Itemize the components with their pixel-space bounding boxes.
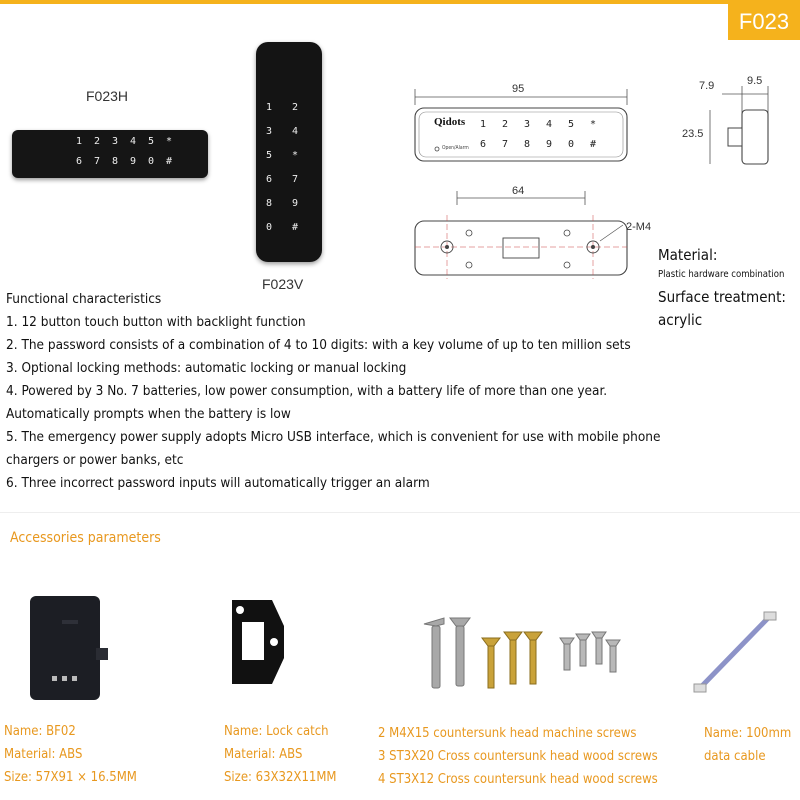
keypad-key: 0 — [266, 222, 273, 233]
cable-caption — [704, 722, 791, 768]
surface-label: Surface treatment: — [658, 288, 786, 306]
bf02-size: Size: 57X91 × 16.5MM — [4, 770, 137, 785]
keypad-key: 8 — [524, 139, 531, 150]
side-view-drawing — [700, 86, 780, 176]
dim-width: 95 — [512, 83, 525, 95]
keypad-key: 3 — [524, 119, 531, 130]
keypad-key: 3 — [266, 126, 273, 137]
keypad-key: 4 — [546, 119, 553, 130]
bf02-lock-body-image — [22, 590, 112, 705]
feature-line: chargers or power banks, etc — [6, 452, 184, 468]
keypad-key: 0 — [148, 156, 155, 167]
bf02-material: Material: ABS — [4, 747, 83, 762]
keypad-key: 0 — [568, 139, 575, 150]
catch-name: Name: Lock catch — [224, 724, 329, 739]
keypad-key: 2 — [292, 102, 299, 113]
features-title: Functional characteristics — [6, 291, 162, 307]
dimension-drawing — [405, 75, 635, 285]
dim-depth-a: 7.9 — [699, 80, 715, 92]
screw-line: 2 M4X15 countersunk head machine screws — [378, 726, 637, 741]
dim-height: 23.5 — [682, 128, 704, 140]
feature-line: 3. Optional locking methods: automatic locking or manual locking — [6, 360, 407, 376]
bf02-name: Name: BF02 — [4, 724, 76, 739]
data-cable-image — [690, 608, 780, 698]
feature-line: Automatically prompts when the battery is low — [6, 406, 291, 422]
keypad-key: * — [292, 150, 299, 161]
feature-line: 6. Three incorrect password inputs will automatically trigger an alarm — [6, 475, 430, 491]
keypad-key: 9 — [546, 139, 553, 150]
material-value: Plastic hardware combination — [658, 269, 785, 280]
dim-screw-spec: 2-M4 — [626, 221, 652, 233]
screws-caption — [378, 722, 658, 791]
top-accent-bar — [0, 0, 800, 4]
variant-v-label: F023V — [262, 276, 304, 292]
accessories-title: Accessories parameters — [10, 530, 161, 546]
keypad-key: # — [292, 222, 299, 233]
screws-image — [420, 610, 630, 700]
keypad-key: 8 — [266, 198, 273, 209]
keypad-key: 5 — [568, 119, 575, 130]
screw-line: 3 ST3X20 Cross countersunk head wood screws — [378, 749, 658, 764]
keypad-key: 6 — [266, 174, 273, 185]
keypad-key: 5 — [148, 136, 155, 147]
cable-desc: data cable — [704, 749, 766, 764]
cable-name: Name: 100mm — [704, 726, 792, 741]
catch-caption — [224, 720, 337, 789]
dim-hole-spacing: 64 — [512, 185, 525, 197]
material-label: Material: — [658, 246, 718, 264]
feature-line: 2. The password consists of a combination of 4 to 10 digits: with a key volume of up to ten million sets — [6, 337, 631, 353]
keypad-key: 1 — [76, 136, 83, 147]
keypad-key: # — [590, 139, 597, 150]
keypad-key: 7 — [502, 139, 509, 150]
keypad-key: 7 — [94, 156, 101, 167]
vertical-keypad-photo — [256, 42, 322, 262]
catch-material: Material: ABS — [224, 747, 303, 762]
keypad-key: * — [590, 119, 597, 130]
keypad-key: 4 — [292, 126, 299, 137]
keypad-key: 2 — [502, 119, 509, 130]
dim-depth-b: 9.5 — [747, 75, 763, 87]
bf02-caption — [4, 720, 137, 789]
keypad-key: 9 — [292, 198, 299, 209]
keypad-key: 2 — [94, 136, 101, 147]
horizontal-keypad-photo — [12, 130, 208, 178]
keypad-key: 7 — [292, 174, 299, 185]
feature-line: 1. 12 button touch button with backlight function — [6, 314, 306, 330]
variant-h-label: F023H — [86, 88, 129, 104]
keypad-key: 8 — [112, 156, 119, 167]
open-alarm-label: Open/Alarm — [442, 145, 469, 151]
lock-catch-image — [228, 596, 288, 688]
catch-size: Size: 63X32X11MM — [224, 770, 337, 785]
brand-logo: Qidots — [434, 116, 466, 128]
keypad-key: 9 — [130, 156, 137, 167]
keypad-key: * — [166, 136, 173, 147]
keypad-key: 1 — [266, 102, 273, 113]
keypad-key: # — [166, 156, 173, 167]
keypad-key: 1 — [480, 119, 487, 130]
feature-line: 4. Powered by 3 No. 7 batteries, low power consumption, with a battery life of more than one year. — [6, 383, 608, 399]
keypad-key: 4 — [130, 136, 137, 147]
keypad-key: 5 — [266, 150, 273, 161]
surface-value: acrylic — [658, 311, 703, 329]
section-divider — [0, 512, 800, 513]
keypad-key: 3 — [112, 136, 119, 147]
keypad-key: 6 — [76, 156, 83, 167]
feature-line: 5. The emergency power supply adopts Micro USB interface, which is convenient for use with mobile phone — [6, 429, 661, 445]
product-code-badge: F023 — [728, 4, 800, 40]
keypad-key: 6 — [480, 139, 487, 150]
screw-line: 4 ST3X12 Cross countersunk head wood screws — [378, 772, 658, 787]
